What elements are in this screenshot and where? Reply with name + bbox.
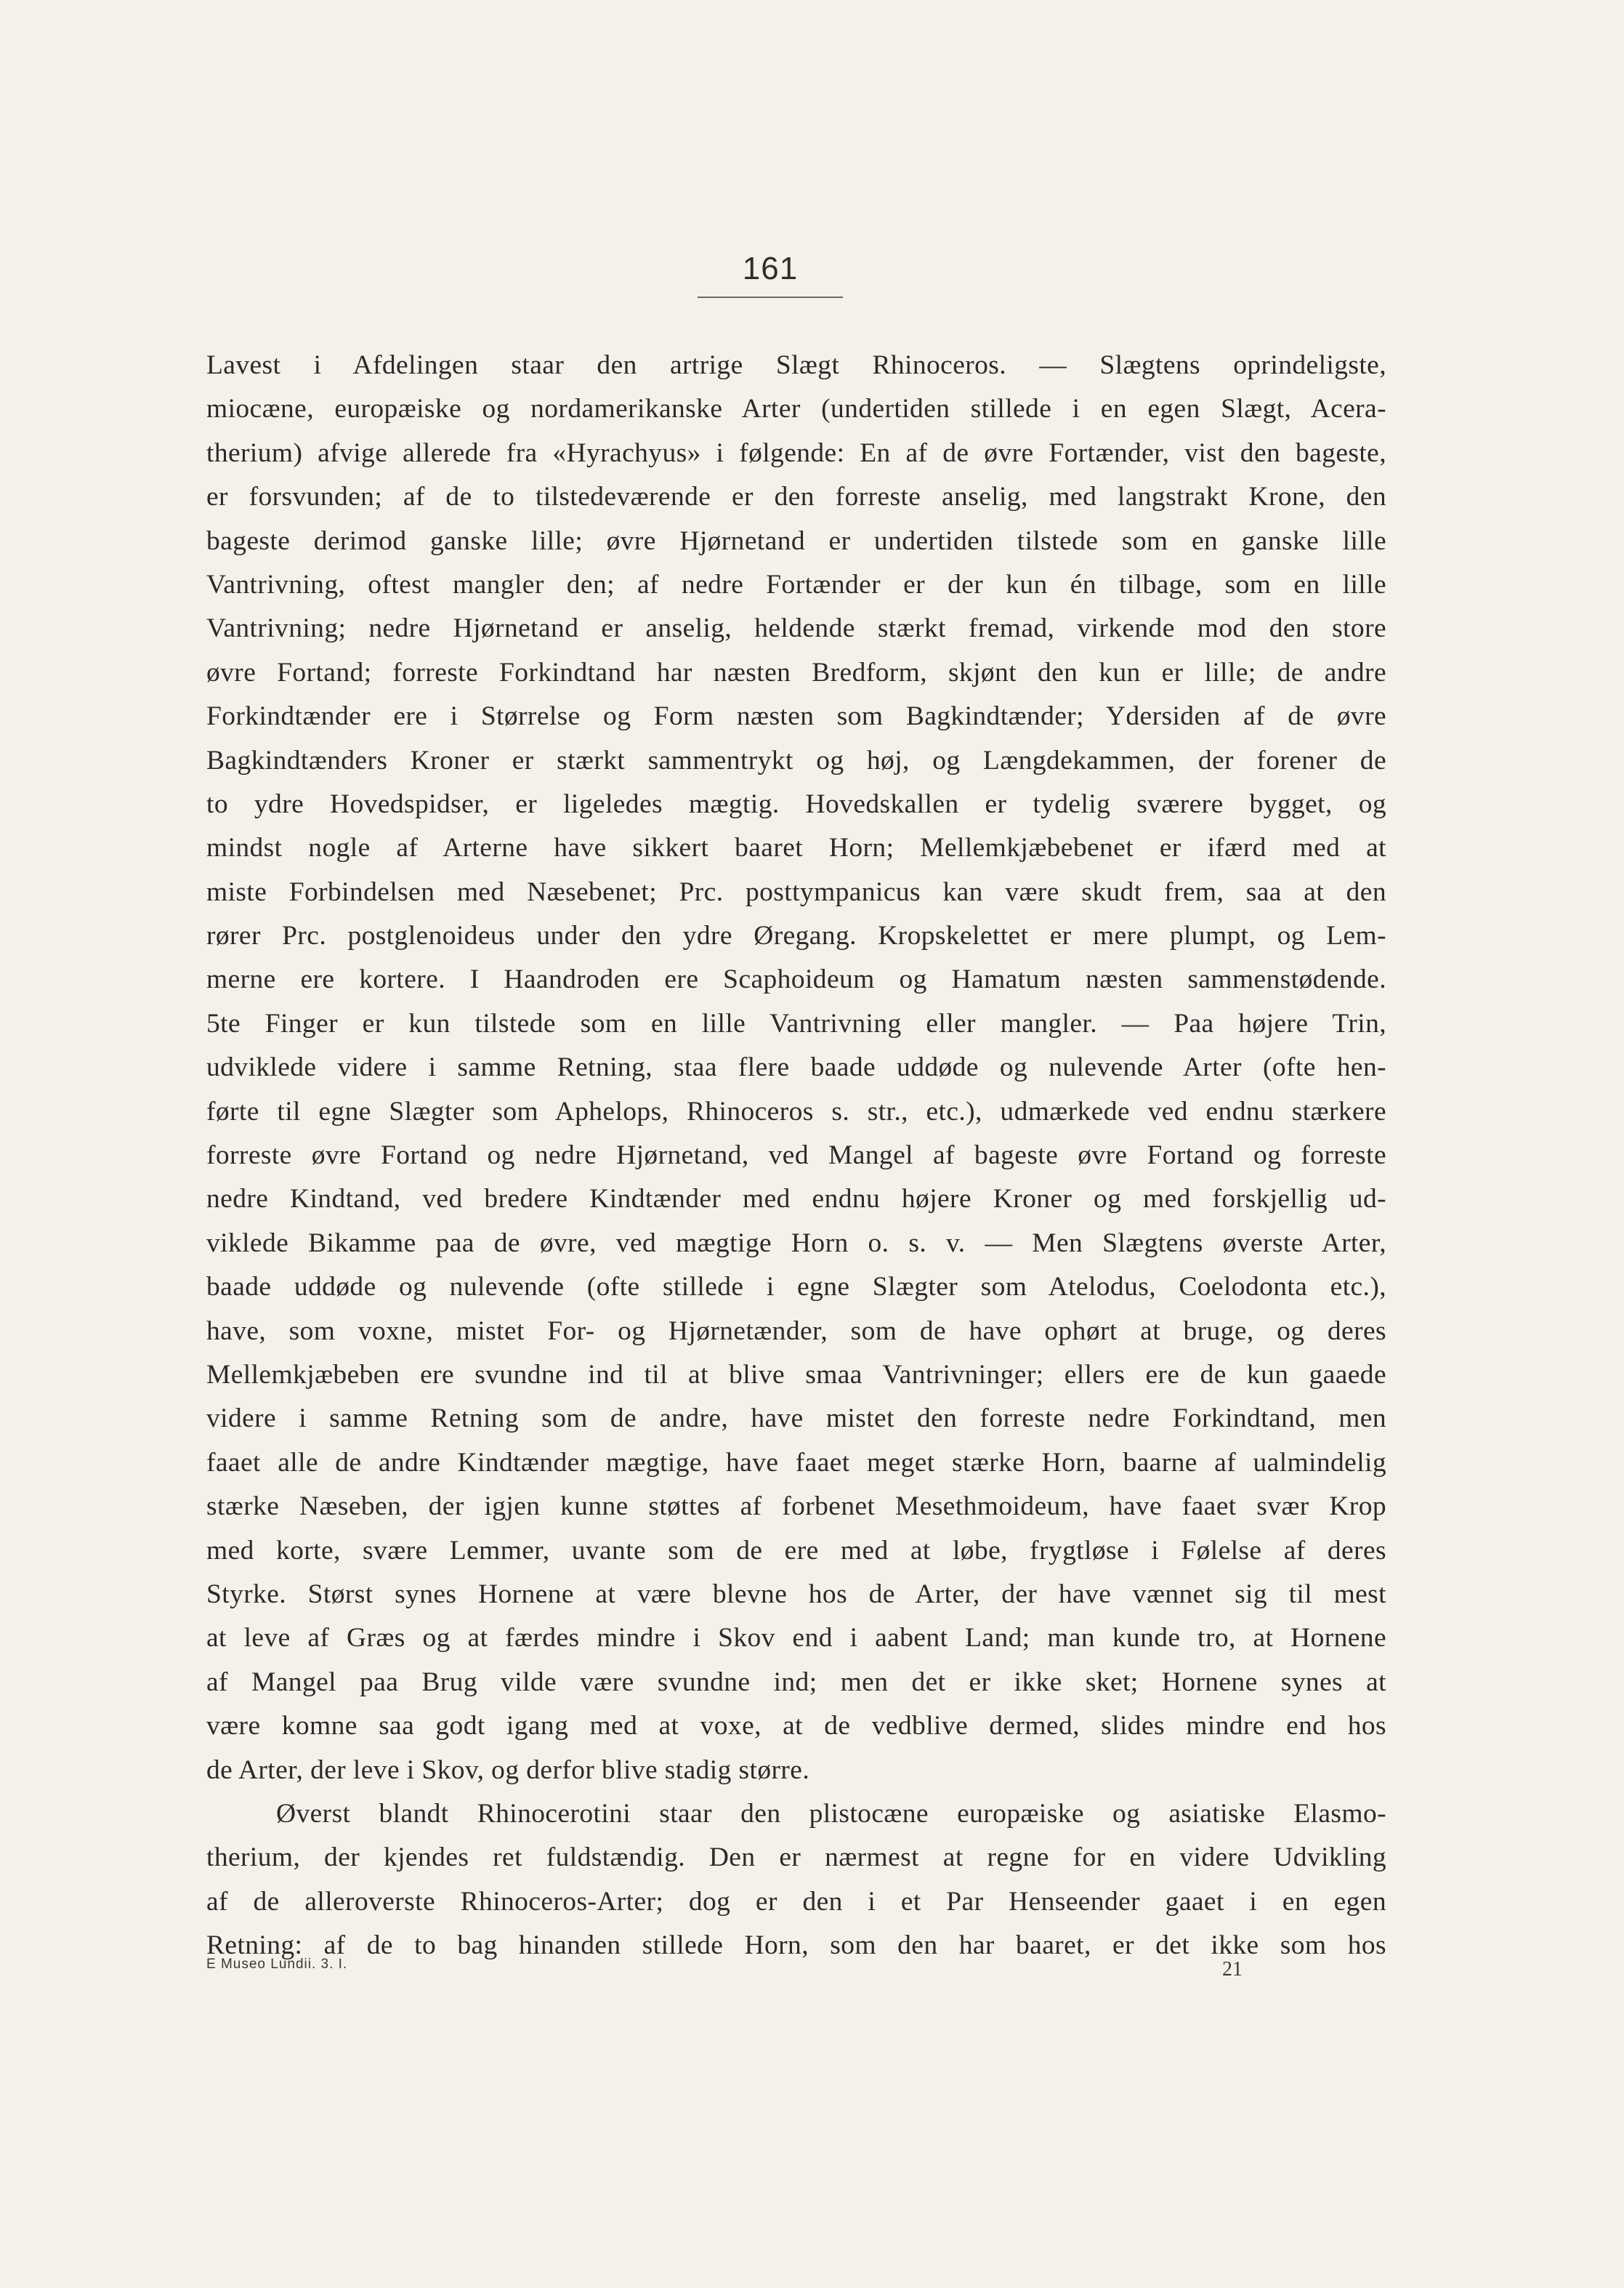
- footer-signature: E Museo Lundii. 3. I.: [206, 1957, 348, 1972]
- text-line: forreste øvre Fortand og nedre Hjørnetand, ved Mangel af bageste øvre Fortand og forreste: [206, 1140, 1386, 1171]
- text-line: Øverst blandt Rhinocerotini staar den plistocæne europæiske og asiatiske Elasmo-: [276, 1798, 1386, 1829]
- text-line: stærke Næseben, der igjen kunne støttes af forbenet Mesethmoideum, have faaet svær Krop: [206, 1491, 1386, 1522]
- text-line: merne ere kortere. I Haandroden ere Scaphoideum og Hamatum næsten sammenstødende.: [206, 964, 1386, 995]
- text-line: være komne saa godt igang med at voxe, at de vedblive dermed, slides mindre end hos: [206, 1711, 1386, 1741]
- text-line: nedre Kindtand, ved bredere Kindtænder med endnu højere Kroner og med forskjellig ud-: [206, 1184, 1386, 1215]
- text-line: af Mangel paa Brug vilde være svundne ind; men det er ikke sket; Hornene synes at: [206, 1667, 1386, 1697]
- text-line: øvre Fortand; forreste Forkindtand har næsten Bredform, skjønt den kun er lille; de andre: [206, 657, 1386, 688]
- text-line: Lavest i Afdelingen staar den artrige Slægt Rhinoceros. — Slægtens oprindeligste,: [206, 350, 1386, 380]
- text-line: førte til egne Slægter som Aphelops, Rhinoceros s. str., etc.), udmærkede ved endnu stærkere: [206, 1096, 1386, 1127]
- text-line: baade uddøde og nulevende (ofte stillede i egne Slægter som Atelodus, Coelodonta etc.),: [206, 1272, 1386, 1302]
- text-line: therium) afvige allerede fra «Hyrachyus» i følgende: En af de øvre Fortænder, vist den bageste,: [206, 438, 1386, 468]
- text-line: Mellemkjæbeben ere svundne ind til at blive smaa Vantrivninger; ellers ere de kun gaaede: [206, 1359, 1386, 1390]
- text-line: Vantrivning, oftest mangler den; af nedre Fortænder er der kun én tilbage, som en lille: [206, 569, 1386, 600]
- text-line: at leve af Græs og at færdes mindre i Skov end i aabent Land; man kunde tro, at Hornene: [206, 1623, 1386, 1653]
- text-line: therium, der kjendes ret fuldstændig. Den er nærmest at regne for en videre Udvikling: [206, 1842, 1386, 1873]
- text-line: 5te Finger er kun tilstede som en lille Vantrivning eller mangler. — Paa højere Trin,: [206, 1008, 1386, 1039]
- body-text: [206, 344, 1386, 1967]
- text-line: er forsvunden; af de to tilstedeværende er den forreste anselig, med langstrakt Krone, den: [206, 482, 1386, 512]
- footer-sheet-number: 21: [1222, 1958, 1243, 1981]
- text-line: Vantrivning; nedre Hjørnetand er anselig, heldende stærkt fremad, virkende mod den store: [206, 613, 1386, 644]
- page-number: 161: [742, 251, 799, 286]
- text-line: Forkindtænder ere i Størrelse og Form næsten som Bagkindtænder; Ydersiden af de øvre: [206, 701, 1386, 732]
- text-line: miste Forbindelsen med Næsebenet; Prc. posttympanicus kan være skudt frem, saa at den: [206, 877, 1386, 907]
- text-line: to ydre Hovedspidser, er ligeledes mægtig. Hovedskallen er tydelig sværere bygget, og: [206, 789, 1386, 819]
- text-line: af de alleroverste Rhinoceros-Arter; dog er den i et Par Henseender gaaet i en egen: [206, 1886, 1386, 1917]
- text-line: bageste derimod ganske lille; øvre Hjørnetand er undertiden tilstede som en ganske lille: [206, 525, 1386, 556]
- page-number-rule: [698, 297, 843, 298]
- text-line: rører Prc. postglenoideus under den ydre Øregang. Kropskelettet er mere plumpt, og Lem-: [206, 921, 1386, 951]
- text-line: have, som voxne, mistet For- og Hjørnetænder, som de have ophørt at bruge, og deres: [206, 1316, 1386, 1346]
- text-line: med korte, svære Lemmer, uvante som de ere med at løbe, frygtløse i Følelse af deres: [206, 1535, 1386, 1566]
- text-line: Styrke. Størst synes Hornene at være blevne hos de Arter, der have vænnet sig til mest: [206, 1579, 1386, 1609]
- text-line: mindst nogle af Arterne have sikkert baaret Horn; Mellemkjæbebenet er ifærd med at: [206, 833, 1386, 863]
- text-line: faaet alle de andre Kindtænder mægtige, have faaet meget stærke Horn, baarne af ualmindelig: [206, 1447, 1386, 1478]
- text-line: videre i samme Retning som de andre, have mistet den forreste nedre Forkindtand, men: [206, 1403, 1386, 1434]
- text-line: Bagkindtænders Kroner er stærkt sammentrykt og høj, og Længdekammen, der forener de: [206, 745, 1386, 776]
- text-line: udviklede videre i samme Retning, staa flere baade uddøde og nulevende Arter (ofte hen-: [206, 1052, 1386, 1083]
- text-line: miocæne, europæiske og nordamerikanske Arter (undertiden stillede i en egen Slægt, Acera-: [206, 394, 1386, 424]
- text-line: de Arter, der leve i Skov, og derfor blive stadig større.: [206, 1755, 810, 1785]
- text-line: Retning: af de to bag hinanden stillede Horn, som den har baaret, er det ikke som hos: [206, 1930, 1386, 1961]
- text-line: viklede Bikamme paa de øvre, ved mægtige Horn o. s. v. — Men Slægtens øverste Arter,: [206, 1228, 1386, 1258]
